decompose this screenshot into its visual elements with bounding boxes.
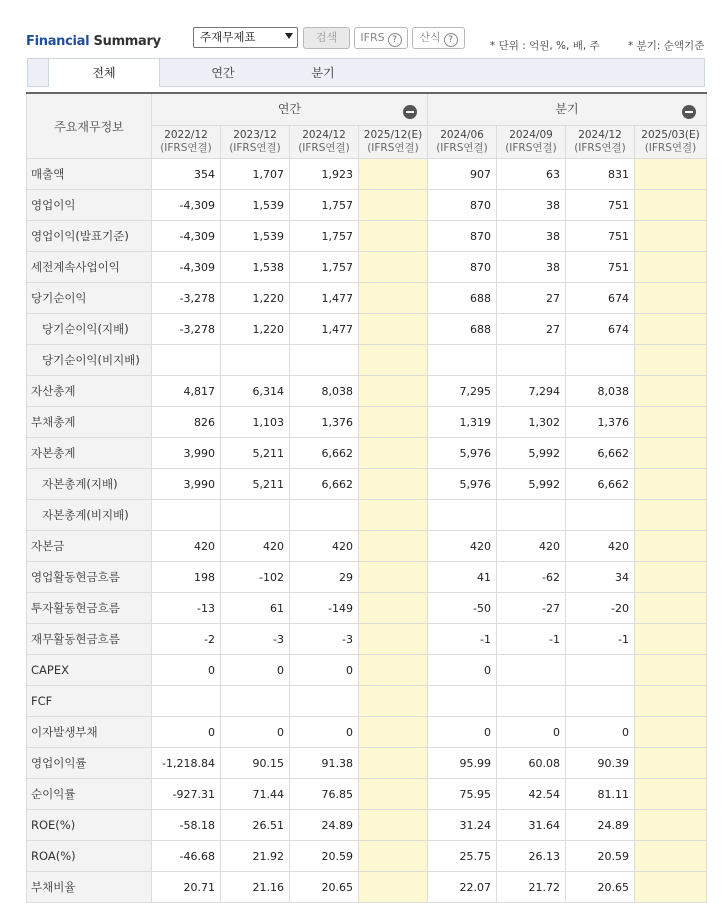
value-cell bbox=[290, 345, 359, 376]
row-label: CAPEX bbox=[27, 655, 152, 686]
value-cell: 7,294 bbox=[497, 376, 566, 407]
table-row bbox=[27, 314, 707, 345]
row-label: 영업이익(발표기준) bbox=[27, 221, 152, 252]
table-row bbox=[27, 717, 707, 748]
value-cell: 29 bbox=[290, 562, 359, 593]
value-cell bbox=[635, 314, 707, 345]
value-cell: 7,295 bbox=[428, 376, 497, 407]
value-cell bbox=[359, 624, 428, 655]
row-label: 부채비율 bbox=[27, 872, 152, 903]
value-cell: 1,707 bbox=[221, 159, 290, 190]
row-label: 부채총계 bbox=[27, 407, 152, 438]
value-cell: 0 bbox=[221, 655, 290, 686]
table-row bbox=[27, 345, 707, 376]
value-cell: 751 bbox=[566, 190, 635, 221]
period-date: 2025/12(E) bbox=[363, 129, 423, 141]
value-cell bbox=[635, 469, 707, 500]
value-cell: 5,211 bbox=[221, 469, 290, 500]
row-label: FCF bbox=[27, 686, 152, 717]
value-cell: 420 bbox=[497, 531, 566, 562]
value-cell: -4,309 bbox=[152, 252, 221, 283]
value-cell: -4,309 bbox=[152, 221, 221, 252]
toolbar bbox=[0, 0, 724, 56]
value-cell bbox=[635, 779, 707, 810]
tab-quarter[interactable]: 분기 bbox=[311, 66, 335, 80]
value-cell: 4,817 bbox=[152, 376, 221, 407]
value-cell: -4,309 bbox=[152, 190, 221, 221]
value-cell: 6,314 bbox=[221, 376, 290, 407]
value-cell bbox=[359, 190, 428, 221]
value-cell bbox=[635, 655, 707, 686]
row-label: 순이익률 bbox=[27, 779, 152, 810]
value-cell bbox=[635, 500, 707, 531]
value-cell: 8,038 bbox=[566, 376, 635, 407]
value-cell: 71.44 bbox=[221, 779, 290, 810]
value-cell: 420 bbox=[152, 531, 221, 562]
value-cell: 27 bbox=[497, 314, 566, 345]
help-icon: ? bbox=[388, 33, 402, 47]
value-cell: 21.92 bbox=[221, 841, 290, 872]
value-cell bbox=[290, 686, 359, 717]
value-cell bbox=[359, 562, 428, 593]
value-cell: 826 bbox=[152, 407, 221, 438]
value-cell bbox=[566, 345, 635, 376]
value-cell: 1,376 bbox=[566, 407, 635, 438]
value-cell: 90.15 bbox=[221, 748, 290, 779]
value-cell bbox=[635, 810, 707, 841]
value-cell bbox=[566, 686, 635, 717]
value-cell bbox=[635, 841, 707, 872]
value-cell: 41 bbox=[428, 562, 497, 593]
table-row bbox=[27, 500, 707, 531]
value-cell: 20.65 bbox=[566, 872, 635, 903]
value-cell bbox=[635, 872, 707, 903]
quarter-group-label: 분기 bbox=[555, 102, 579, 116]
value-cell: -2 bbox=[152, 624, 221, 655]
value-cell: 1,757 bbox=[290, 190, 359, 221]
ifrs-label: IFRS bbox=[360, 31, 385, 44]
value-cell: 870 bbox=[428, 190, 497, 221]
period-date: 2022/12 bbox=[164, 129, 208, 141]
row-label: 자본총계(비지배) bbox=[27, 500, 152, 531]
period-basis: (IFRS연결) bbox=[298, 142, 350, 154]
value-cell: 34 bbox=[566, 562, 635, 593]
value-cell: 31.64 bbox=[497, 810, 566, 841]
value-cell bbox=[359, 748, 428, 779]
period-tabs bbox=[27, 58, 705, 87]
value-cell: 420 bbox=[221, 531, 290, 562]
table-row bbox=[27, 190, 707, 221]
period-header bbox=[428, 126, 497, 159]
value-cell: 60.08 bbox=[497, 748, 566, 779]
value-cell: 27 bbox=[497, 283, 566, 314]
table-row bbox=[27, 252, 707, 283]
value-cell bbox=[497, 345, 566, 376]
value-cell bbox=[359, 593, 428, 624]
row-label: ROA(%) bbox=[27, 841, 152, 872]
value-cell: 5,976 bbox=[428, 469, 497, 500]
table-row bbox=[27, 376, 707, 407]
value-cell: 95.99 bbox=[428, 748, 497, 779]
value-cell bbox=[359, 283, 428, 314]
value-cell bbox=[359, 500, 428, 531]
row-label: 자산총계 bbox=[27, 376, 152, 407]
period-basis: (IFRS연결) bbox=[367, 142, 419, 154]
value-cell: 24.89 bbox=[290, 810, 359, 841]
search-button-label: 검색 bbox=[315, 31, 338, 44]
value-cell bbox=[635, 717, 707, 748]
value-cell: 3,990 bbox=[152, 469, 221, 500]
value-cell: 1,923 bbox=[290, 159, 359, 190]
table-row bbox=[27, 686, 707, 717]
row-label: 자본금 bbox=[27, 531, 152, 562]
value-cell: 25.75 bbox=[428, 841, 497, 872]
financial-summary-table bbox=[26, 92, 707, 903]
value-cell bbox=[635, 159, 707, 190]
value-cell: 5,211 bbox=[221, 438, 290, 469]
table-row bbox=[27, 438, 707, 469]
value-cell: 22.07 bbox=[428, 872, 497, 903]
period-date: 2025/03(E) bbox=[641, 129, 700, 141]
period-basis: (IFRS연결) bbox=[574, 142, 626, 154]
value-cell: -13 bbox=[152, 593, 221, 624]
value-cell bbox=[359, 221, 428, 252]
row-label: 당기순이익(지배) bbox=[27, 314, 152, 345]
value-cell: 1,103 bbox=[221, 407, 290, 438]
quarter-basis-note: * 분기: 순액기준 bbox=[628, 40, 705, 52]
page-title bbox=[26, 34, 161, 49]
value-cell: 907 bbox=[428, 159, 497, 190]
row-label: 자본총계 bbox=[27, 438, 152, 469]
period-date: 2023/12 bbox=[233, 129, 277, 141]
period-date: 2024/12 bbox=[578, 129, 622, 141]
value-cell bbox=[359, 345, 428, 376]
value-cell bbox=[635, 624, 707, 655]
collapse-annual-icon[interactable] bbox=[403, 105, 417, 119]
table-row bbox=[27, 810, 707, 841]
row-label: 당기순이익(비지배) bbox=[27, 345, 152, 376]
value-cell: 198 bbox=[152, 562, 221, 593]
value-cell bbox=[221, 345, 290, 376]
value-cell: -62 bbox=[497, 562, 566, 593]
value-cell: 42.54 bbox=[497, 779, 566, 810]
value-cell: 1,220 bbox=[221, 283, 290, 314]
value-cell: 90.39 bbox=[566, 748, 635, 779]
row-label: 이자발생부채 bbox=[27, 717, 152, 748]
period-header bbox=[152, 126, 221, 159]
help-icon: ? bbox=[444, 33, 458, 47]
table-row bbox=[27, 159, 707, 190]
value-cell bbox=[497, 686, 566, 717]
value-cell: -50 bbox=[428, 593, 497, 624]
value-cell: 1,539 bbox=[221, 190, 290, 221]
value-cell: -927.31 bbox=[152, 779, 221, 810]
value-cell bbox=[635, 221, 707, 252]
period-basis: (IFRS연결) bbox=[160, 142, 212, 154]
value-cell bbox=[359, 252, 428, 283]
value-cell bbox=[428, 345, 497, 376]
period-header bbox=[635, 126, 707, 159]
period-header bbox=[290, 126, 359, 159]
value-cell bbox=[359, 779, 428, 810]
label-column-header: 주요재무정보 bbox=[27, 93, 152, 159]
value-cell bbox=[359, 655, 428, 686]
value-cell bbox=[635, 407, 707, 438]
row-label: 자본총계(지배) bbox=[27, 469, 152, 500]
formula-label: 산식 bbox=[419, 31, 441, 44]
value-cell bbox=[221, 686, 290, 717]
value-cell bbox=[359, 438, 428, 469]
value-cell: -27 bbox=[497, 593, 566, 624]
row-label: 투자활동현금흐름 bbox=[27, 593, 152, 624]
value-cell: 38 bbox=[497, 190, 566, 221]
value-cell: 61 bbox=[221, 593, 290, 624]
value-cell: -46.68 bbox=[152, 841, 221, 872]
row-label: 영업이익률 bbox=[27, 748, 152, 779]
value-cell: 24.89 bbox=[566, 810, 635, 841]
value-cell: 20.65 bbox=[290, 872, 359, 903]
value-cell: 3,990 bbox=[152, 438, 221, 469]
value-cell: 5,992 bbox=[497, 438, 566, 469]
value-cell: 831 bbox=[566, 159, 635, 190]
value-cell: 38 bbox=[497, 252, 566, 283]
table-row bbox=[27, 748, 707, 779]
value-cell bbox=[635, 438, 707, 469]
value-cell bbox=[497, 500, 566, 531]
row-label: 세전계속사업이익 bbox=[27, 252, 152, 283]
table-row bbox=[27, 872, 707, 903]
value-cell: 0 bbox=[428, 655, 497, 686]
value-cell: 1,319 bbox=[428, 407, 497, 438]
value-cell: 1,376 bbox=[290, 407, 359, 438]
value-cell: 20.59 bbox=[566, 841, 635, 872]
value-cell: 91.38 bbox=[290, 748, 359, 779]
value-cell: 6,662 bbox=[566, 438, 635, 469]
table-row bbox=[27, 221, 707, 252]
value-cell: -1,218.84 bbox=[152, 748, 221, 779]
statement-type-value: 주재무제표 bbox=[200, 30, 256, 44]
tab-annual[interactable]: 연간 bbox=[211, 66, 235, 80]
value-cell: 1,757 bbox=[290, 252, 359, 283]
value-cell: 0 bbox=[290, 655, 359, 686]
value-cell: -1 bbox=[428, 624, 497, 655]
value-cell: 674 bbox=[566, 283, 635, 314]
chevron-down-icon bbox=[285, 33, 293, 39]
value-cell: -1 bbox=[497, 624, 566, 655]
value-cell: 0 bbox=[221, 717, 290, 748]
value-cell bbox=[428, 686, 497, 717]
row-label: 영업활동현금흐름 bbox=[27, 562, 152, 593]
value-cell bbox=[635, 283, 707, 314]
value-cell bbox=[635, 376, 707, 407]
statement-type-select[interactable] bbox=[193, 27, 298, 48]
value-cell bbox=[359, 159, 428, 190]
value-cell: 751 bbox=[566, 252, 635, 283]
value-cell: 0 bbox=[152, 717, 221, 748]
value-cell: 420 bbox=[566, 531, 635, 562]
period-basis: (IFRS연결) bbox=[644, 142, 697, 154]
value-cell bbox=[566, 500, 635, 531]
value-cell bbox=[359, 686, 428, 717]
value-cell: 751 bbox=[566, 221, 635, 252]
value-cell bbox=[359, 407, 428, 438]
table-row bbox=[27, 531, 707, 562]
period-header bbox=[497, 126, 566, 159]
annual-group-header bbox=[152, 93, 428, 126]
value-cell: 870 bbox=[428, 252, 497, 283]
table-row bbox=[27, 655, 707, 686]
value-cell: 75.95 bbox=[428, 779, 497, 810]
value-cell: 5,976 bbox=[428, 438, 497, 469]
value-cell bbox=[152, 686, 221, 717]
value-cell: -3,278 bbox=[152, 283, 221, 314]
period-date: 2024/09 bbox=[509, 129, 553, 141]
value-cell: 38 bbox=[497, 221, 566, 252]
value-cell: 20.59 bbox=[290, 841, 359, 872]
value-cell bbox=[566, 655, 635, 686]
value-cell bbox=[635, 252, 707, 283]
value-cell: -3 bbox=[290, 624, 359, 655]
value-cell: 81.11 bbox=[566, 779, 635, 810]
value-cell: 0 bbox=[428, 717, 497, 748]
value-cell: 6,662 bbox=[290, 469, 359, 500]
quarter-group-header bbox=[428, 93, 707, 126]
period-date: 2024/12 bbox=[302, 129, 346, 141]
value-cell: 1,757 bbox=[290, 221, 359, 252]
search-button[interactable] bbox=[303, 27, 350, 49]
value-cell: 1,302 bbox=[497, 407, 566, 438]
value-cell bbox=[428, 500, 497, 531]
value-cell: 1,538 bbox=[221, 252, 290, 283]
table-row bbox=[27, 283, 707, 314]
value-cell bbox=[359, 314, 428, 345]
period-header bbox=[359, 126, 428, 159]
value-cell: 870 bbox=[428, 221, 497, 252]
value-cell: 31.24 bbox=[428, 810, 497, 841]
unit-note: * 단위 : 억원, %, 배, 주 bbox=[490, 40, 600, 52]
value-cell bbox=[359, 531, 428, 562]
value-cell: -58.18 bbox=[152, 810, 221, 841]
value-cell: 0 bbox=[152, 655, 221, 686]
value-cell: 6,662 bbox=[290, 438, 359, 469]
value-cell bbox=[635, 593, 707, 624]
value-cell: 1,539 bbox=[221, 221, 290, 252]
value-cell bbox=[359, 810, 428, 841]
value-cell bbox=[359, 376, 428, 407]
value-cell: 20.71 bbox=[152, 872, 221, 903]
annual-group-label: 연간 bbox=[277, 102, 302, 116]
value-cell bbox=[290, 500, 359, 531]
value-cell: 63 bbox=[497, 159, 566, 190]
period-basis: (IFRS연결) bbox=[229, 142, 281, 154]
period-date: 2024/06 bbox=[440, 129, 484, 141]
row-label: 당기순이익 bbox=[27, 283, 152, 314]
value-cell: 1,220 bbox=[221, 314, 290, 345]
value-cell bbox=[635, 190, 707, 221]
value-cell: 0 bbox=[497, 717, 566, 748]
value-cell: 688 bbox=[428, 314, 497, 345]
value-cell: 688 bbox=[428, 283, 497, 314]
formula-button[interactable] bbox=[412, 27, 465, 49]
value-cell bbox=[635, 562, 707, 593]
period-header bbox=[221, 126, 290, 159]
value-cell bbox=[635, 345, 707, 376]
value-cell bbox=[359, 841, 428, 872]
value-cell bbox=[497, 655, 566, 686]
period-header bbox=[566, 126, 635, 159]
tab-all[interactable]: 전체 bbox=[48, 59, 160, 87]
value-cell bbox=[359, 469, 428, 500]
table-row bbox=[27, 841, 707, 872]
table-row bbox=[27, 562, 707, 593]
table-row bbox=[27, 593, 707, 624]
value-cell bbox=[221, 500, 290, 531]
title-financial: Financial bbox=[26, 34, 90, 49]
value-cell: 0 bbox=[566, 717, 635, 748]
value-cell: 6,662 bbox=[566, 469, 635, 500]
value-cell: 26.51 bbox=[221, 810, 290, 841]
value-cell: 26.13 bbox=[497, 841, 566, 872]
value-cell bbox=[635, 686, 707, 717]
row-label: ROE(%) bbox=[27, 810, 152, 841]
period-basis: (IFRS연결) bbox=[505, 142, 557, 154]
value-cell: 0 bbox=[290, 717, 359, 748]
table-row bbox=[27, 469, 707, 500]
value-cell: 8,038 bbox=[290, 376, 359, 407]
value-cell: 21.16 bbox=[221, 872, 290, 903]
table-row bbox=[27, 624, 707, 655]
table-row bbox=[27, 407, 707, 438]
value-cell: 21.72 bbox=[497, 872, 566, 903]
value-cell: 76.85 bbox=[290, 779, 359, 810]
value-cell bbox=[152, 500, 221, 531]
row-label: 영업이익 bbox=[27, 190, 152, 221]
ifrs-button[interactable] bbox=[354, 27, 408, 49]
value-cell: 5,992 bbox=[497, 469, 566, 500]
row-label: 재무활동현금흐름 bbox=[27, 624, 152, 655]
period-basis: (IFRS연결) bbox=[436, 142, 488, 154]
collapse-quarter-icon[interactable] bbox=[682, 105, 696, 119]
value-cell: -149 bbox=[290, 593, 359, 624]
title-summary: Summary bbox=[93, 34, 161, 49]
value-cell: 1,477 bbox=[290, 314, 359, 345]
value-cell: 420 bbox=[428, 531, 497, 562]
value-cell: -102 bbox=[221, 562, 290, 593]
value-cell bbox=[635, 531, 707, 562]
value-cell bbox=[359, 717, 428, 748]
table-row bbox=[27, 779, 707, 810]
value-cell: 674 bbox=[566, 314, 635, 345]
value-cell bbox=[152, 345, 221, 376]
value-cell: -1 bbox=[566, 624, 635, 655]
value-cell bbox=[359, 872, 428, 903]
row-label: 매출액 bbox=[27, 159, 152, 190]
value-cell: -3,278 bbox=[152, 314, 221, 345]
value-cell: 354 bbox=[152, 159, 221, 190]
value-cell bbox=[635, 748, 707, 779]
value-cell: -3 bbox=[221, 624, 290, 655]
value-cell: -20 bbox=[566, 593, 635, 624]
value-cell: 420 bbox=[290, 531, 359, 562]
value-cell: 1,477 bbox=[290, 283, 359, 314]
